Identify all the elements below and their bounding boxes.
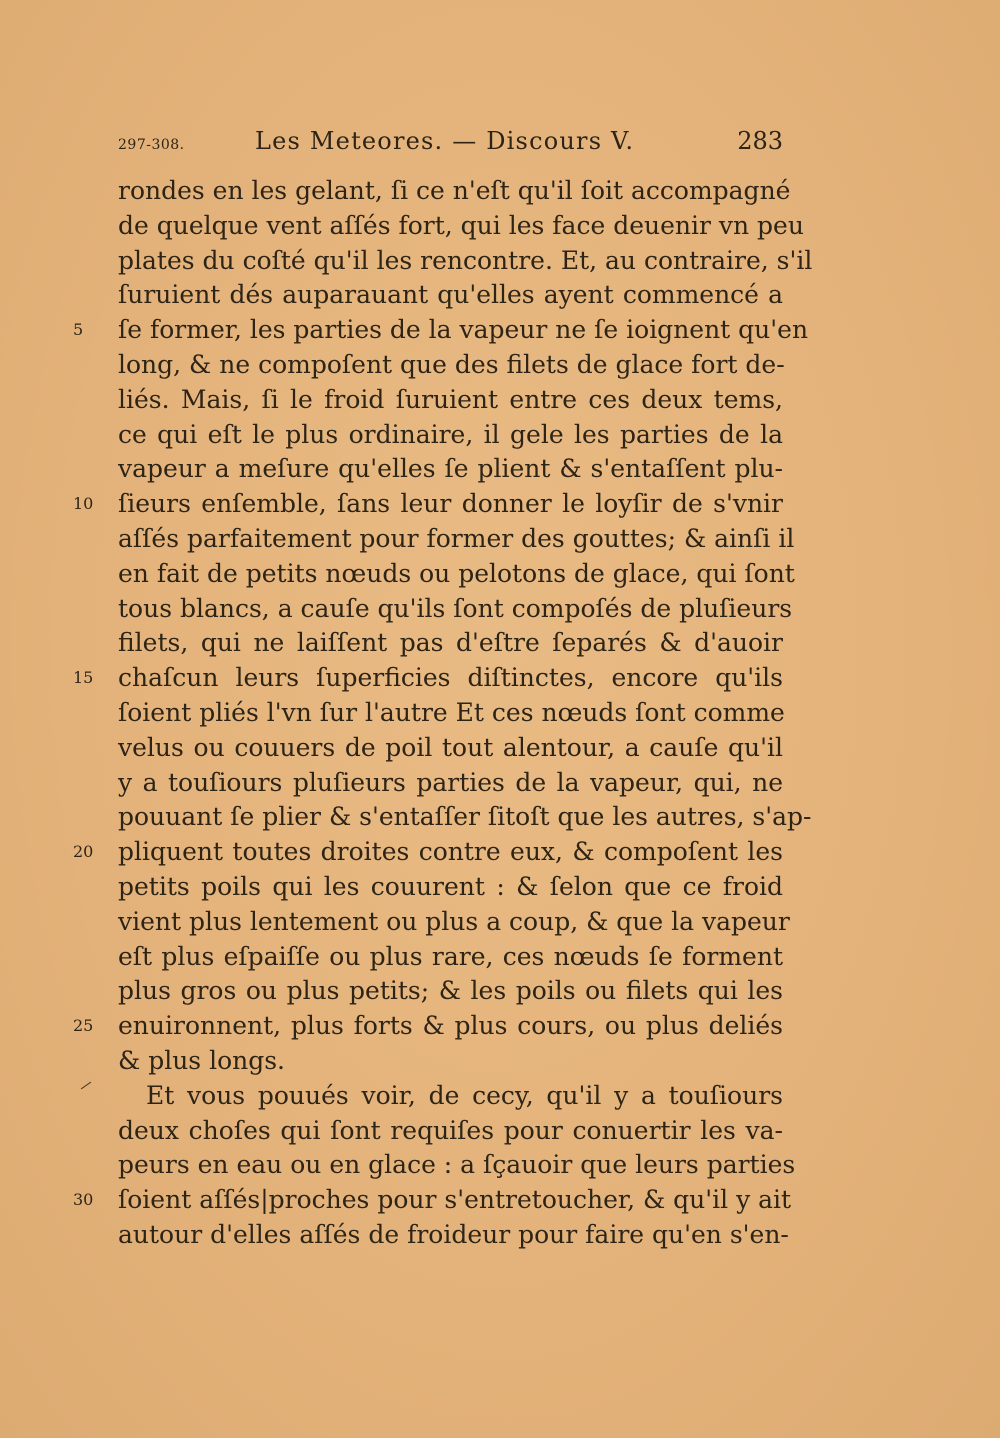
- text-line: [118, 731, 783, 766]
- text-line: [73, 313, 809, 348]
- line-text: pliquent toutes droites contre eux, & compoſent les: [118, 837, 783, 867]
- text-line: [118, 557, 795, 592]
- section-reference: 297-308.: [118, 137, 185, 153]
- line-text: liés. Mais, ſi le froid ſuruient entre ces deux tems,: [118, 384, 783, 414]
- line-text: aſſés parfaitement pour former des gouttes; & ainſi il: [118, 523, 795, 553]
- text-line: [118, 1148, 796, 1183]
- text-line: [118, 766, 783, 801]
- text-line: [118, 1044, 783, 1079]
- text-line: [118, 383, 783, 418]
- line-number: 15: [73, 668, 94, 688]
- line-text: ſoient pliés l'vn ſur l'autre Et ces nœuds ſont comme: [118, 697, 785, 727]
- line-text: ſuruient dés auparauant qu'elles ayent commencé a: [118, 280, 783, 310]
- line-number: 30: [73, 1190, 94, 1210]
- line-text: y a touſiours pluſieurs parties de la vapeur, qui, ne: [118, 767, 783, 797]
- line-text: & plus longs.: [118, 1045, 286, 1075]
- line-number: 25: [73, 1016, 94, 1036]
- line-text: filets, qui ne laiſſent pas d'eſtre ſeparés & d'auoir: [118, 628, 783, 658]
- text-line: [118, 418, 783, 453]
- margin-mark: [81, 1082, 91, 1090]
- line-text: chaſcun leurs ſuperficies diſtinctes, encore qu'ils: [118, 663, 783, 693]
- line-text: enuironnent, plus forts & plus cours, ou plus deliés: [118, 1011, 783, 1041]
- running-title: Les Meteores. — Discours V.: [255, 127, 635, 155]
- line-text: deux choſes qui ſont requiſes pour conuertir les va-: [118, 1115, 783, 1145]
- text-line: [118, 1114, 783, 1149]
- text-line: [118, 870, 783, 905]
- line-text: rondes en les gelant, ſi ce n'eſt qu'il ſoit accompagné: [118, 176, 791, 205]
- line-text: long, & ne compoſent que des filets de glace fort de-: [118, 349, 785, 379]
- running-header: [118, 127, 783, 163]
- body-text: [73, 174, 813, 1253]
- text-line: [73, 1009, 783, 1044]
- text-line: [73, 835, 783, 870]
- line-text: velus ou couuers de poil tout alentour, a cauſe qu'il: [118, 732, 783, 762]
- text-line: [118, 244, 813, 279]
- text-line: [118, 348, 783, 383]
- text-line: [73, 661, 783, 696]
- line-text: vient plus lentement ou plus a coup, & que la vapeur: [118, 906, 790, 936]
- text-line: [118, 974, 783, 1009]
- text-line: [118, 905, 790, 940]
- line-text: eſt plus eſpaiſſe ou plus rare, ces nœuds ſe forment: [118, 941, 783, 971]
- text-line: [73, 1183, 792, 1218]
- text-line: [118, 209, 804, 244]
- line-text: ſieurs enſemble, ſans leur donner le loyſir de s'vnir: [118, 489, 783, 519]
- text-line: [118, 1079, 783, 1114]
- text-line: [118, 940, 783, 975]
- line-text: plus gros ou plus petits; & les poils ou filets qui les: [118, 976, 783, 1006]
- line-text: ſe former, les parties de la vapeur ne ſe ioignent qu'en: [118, 315, 809, 345]
- line-text: pouuant ſe plier & s'entaſſer ſitoſt que les autres, s'ap-: [118, 802, 812, 832]
- line-number: 10: [73, 494, 94, 514]
- text-line: [118, 696, 783, 731]
- text-line: [118, 278, 783, 313]
- text-line: [118, 626, 783, 661]
- text-line: [118, 522, 795, 557]
- line-text: petits poils qui les couurent : & ſelon que ce froid: [118, 871, 783, 901]
- line-text: tous blancs, a cauſe qu'ils ſont compoſés de pluſieurs: [118, 593, 793, 623]
- text-line: [118, 1218, 789, 1253]
- line-text: peurs en eau ou en glace : a ſçauoir que leurs parties: [118, 1150, 796, 1180]
- text-line: [118, 800, 812, 835]
- line-text: Et vous pouués voir, de cecy, qu'il y a touſiours: [146, 1080, 783, 1110]
- line-text: ce qui eſt le plus ordinaire, il gele les parties de la: [118, 419, 783, 449]
- line-text: ſoient aſſés|proches pour s'entretoucher, & qu'il y ait: [118, 1185, 792, 1215]
- text-line: [118, 592, 793, 627]
- line-text: plates du coſté qu'il les rencontre. Et, au contraire, s'il: [118, 245, 813, 275]
- line-text: vapeur a meſure qu'elles ſe plient & s'entaſſent plu-: [118, 454, 783, 484]
- line-text: autour d'elles aſſés de froideur pour faire qu'en s'en-: [118, 1219, 789, 1249]
- line-number: 5: [73, 320, 84, 340]
- line-text: de quelque vent aſſés fort, qui les face deuenir vn peu: [118, 210, 804, 240]
- page-number: 283: [737, 127, 783, 155]
- text-line: [73, 487, 783, 522]
- line-number: 20: [73, 842, 94, 862]
- text-line: [118, 174, 791, 209]
- line-text: en fait de petits nœuds ou pelotons de glace, qui ſont: [118, 558, 795, 588]
- text-line: [118, 452, 783, 487]
